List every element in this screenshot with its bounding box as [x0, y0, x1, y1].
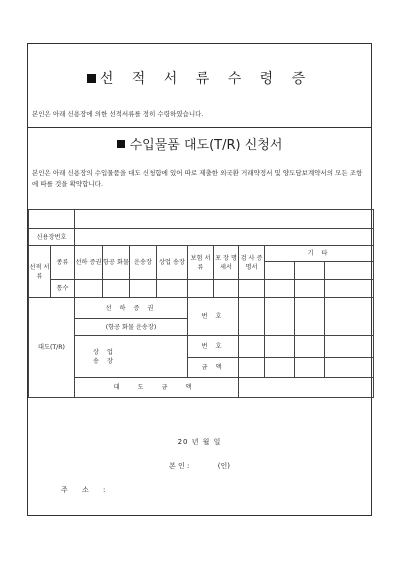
value-cell[interactable]	[325, 298, 374, 336]
seal-label: (인)	[217, 462, 231, 470]
value-cell[interactable]	[325, 336, 374, 358]
applicant-label: 본 인 :	[168, 462, 190, 470]
blank-cell	[29, 210, 75, 229]
black-square-icon	[117, 140, 125, 148]
commercial-label: 상 업	[93, 348, 116, 356]
count-cell[interactable]	[130, 280, 157, 298]
count-cell[interactable]	[295, 280, 325, 298]
value-cell[interactable]	[239, 336, 265, 358]
tr-label: 대도(T/R)	[29, 298, 75, 398]
invoice-label: 송 장	[93, 357, 116, 365]
other-label: 기 타	[265, 246, 374, 262]
packing-list-label: 포 장 명세서	[214, 246, 239, 280]
insurance-doc-label: 보험 서류	[188, 246, 214, 280]
application-title: 수입물품 대도(T/R) 신청서	[28, 134, 371, 153]
tr-amount-label: 대 도 금 액	[75, 378, 239, 398]
black-square-icon	[87, 74, 96, 83]
address-label: 주 소 :	[61, 486, 112, 494]
date-line: 20 년 월 일	[177, 438, 222, 446]
value-cell[interactable]	[265, 358, 295, 378]
tr-amount-value[interactable]	[239, 378, 374, 398]
form-frame	[27, 43, 372, 516]
amount-label: 금 액	[188, 358, 239, 378]
count-cell[interactable]	[325, 280, 374, 298]
freight-label: 운송장	[130, 246, 157, 280]
count-cell[interactable]	[75, 280, 103, 298]
number-label: 번 호	[188, 298, 239, 336]
tr-application-table	[28, 209, 374, 398]
count-label: 통수	[51, 280, 75, 298]
value-cell[interactable]	[295, 358, 325, 378]
count-cell[interactable]	[103, 280, 130, 298]
lc-number-value[interactable]	[75, 229, 374, 246]
inspection-cert-label: 검 사 증명서	[239, 246, 265, 280]
lc-number-label: 신용장번호	[29, 229, 75, 246]
count-cell[interactable]	[214, 280, 239, 298]
application-notice: 본인은 아래 신용장의 수입물품을 대도 신청함에 있어 따로 제출한 외국환 거래약정서 및 양도담보계약서의 모든 조항에 따를 것을 확약합니다.	[32, 169, 363, 188]
receipt-notice: 본인은 아래 신용장에 의한 선적서류를 정히 수령하였습니다.	[32, 110, 204, 118]
other-cell[interactable]	[295, 262, 325, 280]
kind-label: 종류	[51, 246, 75, 280]
value-cell[interactable]	[239, 298, 265, 336]
value-cell[interactable]	[265, 298, 295, 336]
count-cell[interactable]	[157, 280, 188, 298]
value-cell[interactable]	[325, 358, 374, 378]
receipt-title: 선 적 서 류 수 령 증	[28, 68, 371, 88]
bill-of-lading-label: 선하 증권	[75, 246, 103, 280]
count-cell[interactable]	[265, 280, 295, 298]
applicant-line	[28, 461, 371, 471]
number-label-2: 번 호	[188, 336, 239, 358]
blank-cell	[75, 210, 374, 229]
commercial-invoice-cell	[75, 336, 188, 378]
value-cell[interactable]	[295, 336, 325, 358]
value-cell[interactable]	[239, 358, 265, 378]
value-cell[interactable]	[265, 336, 295, 358]
air-cargo-label: 항공 화물	[103, 246, 130, 280]
count-cell[interactable]	[188, 280, 214, 298]
commercial-invoice-label: 상업 송장	[157, 246, 188, 280]
tr-bl-label: 선 하 증 권	[75, 298, 188, 319]
shipping-docs-label: 선적 서류	[29, 246, 51, 298]
tr-air-label: (항공 화물 운송장)	[75, 319, 188, 336]
other-cell[interactable]	[265, 262, 295, 280]
value-cell[interactable]	[295, 298, 325, 336]
section-divider	[28, 127, 371, 128]
other-cell[interactable]	[325, 262, 374, 280]
count-cell[interactable]	[239, 280, 265, 298]
